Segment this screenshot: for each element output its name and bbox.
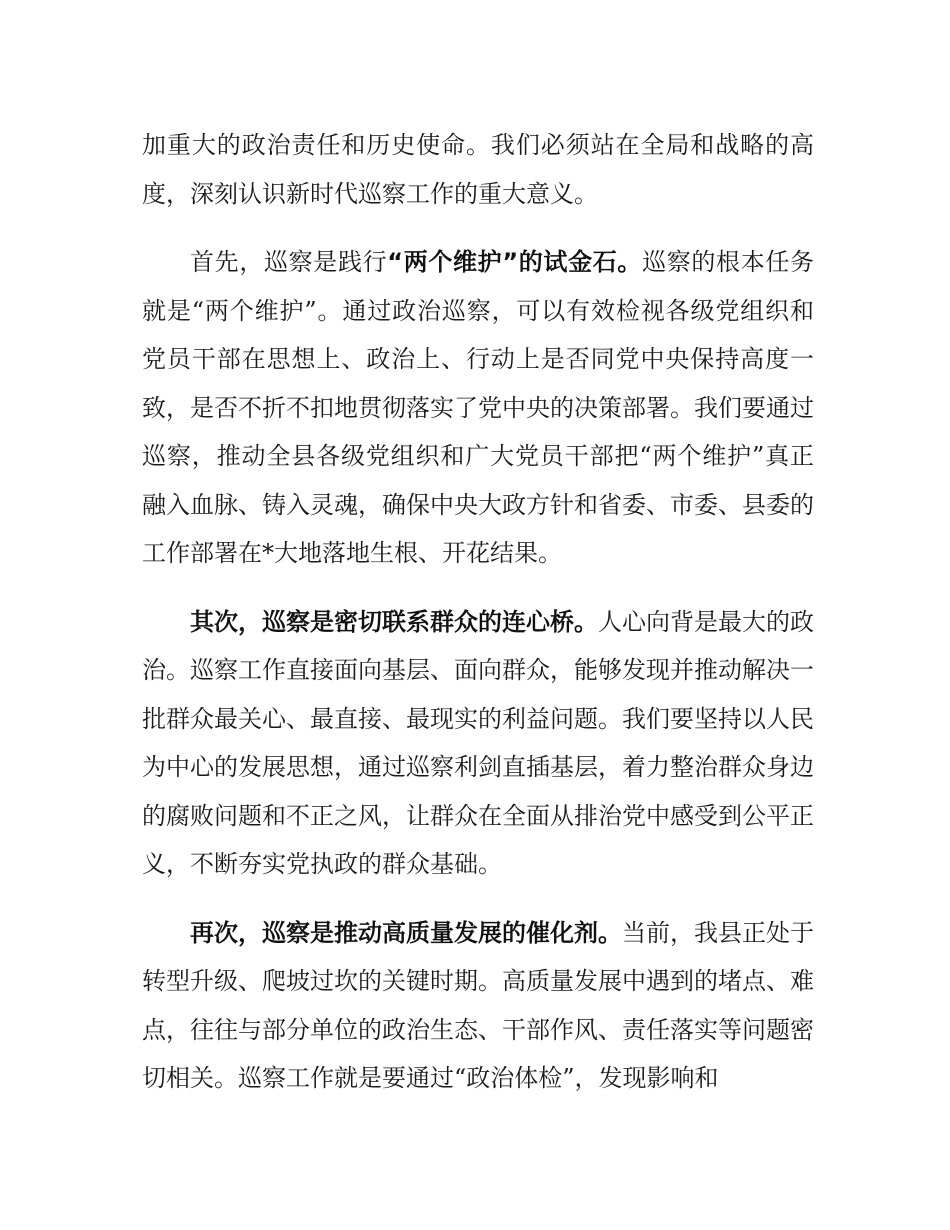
paragraph-text: 当前，我县正处于转型升级、爬坡过坎的关键时期。高质量发展中遇到的堵点、难点，往往与部分单位的政治生态、干部作风、责任落实等问题密切相关。巡察工作就是要通过“政治体检”，发现影响和: [142, 918, 814, 1092]
paragraph-first: [142, 238, 814, 578]
paragraph-heading: “两个维护”的试金石。: [387, 248, 643, 276]
paragraph-third: [142, 909, 814, 1103]
paragraph-continuation: [142, 121, 814, 218]
body-text: [142, 121, 814, 1103]
paragraph-prefix: 首先，巡察是践行: [190, 248, 388, 276]
paragraph-text: 巡察的根本任务就是“两个维护”。通过政治巡察，可以有效检视各级党组织和党员干部在思想上、政治上、行动上是否同党中央保持高度一致，是否不折不扣地贯彻落实了党中央的决策部署。我们要通过巡察，推动全县各级党组织和广大党员干部把“两个维护”真正融入血脉、铸入灵魂，确保中央大政方针和省委、市委、县委的工作部署在*大地落地生根、开花结果。: [142, 248, 815, 567]
paragraph-heading: 其次，巡察是密切联系群众的连心桥。: [190, 607, 598, 636]
paragraph-gap: [142, 889, 814, 909]
paragraph-gap: [142, 218, 814, 238]
paragraph-heading: 再次，巡察是推动高质量发展的催化剂。: [190, 918, 622, 947]
paragraph-text: 加重大的政治责任和历史使命。我们必须站在全局和战略的高度，深刻认识新时代巡察工作的重大意义。: [142, 131, 814, 208]
paragraph-gap: [142, 578, 814, 598]
paragraph-second: [142, 598, 814, 889]
paragraph-text: 人心向背是最大的政治。巡察工作直接面向基层、面向群众，能够发现并推动解决一批群众最关心、最直接、最现实的利益问题。我们要坚持以人民为中心的发展思想，通过巡察利剑直插基层，着力整治群众身边的腐败问题和不正之风，让群众在全面从排治党中感受到公平正义，不断夯实党执政的群众基础。: [142, 607, 814, 878]
